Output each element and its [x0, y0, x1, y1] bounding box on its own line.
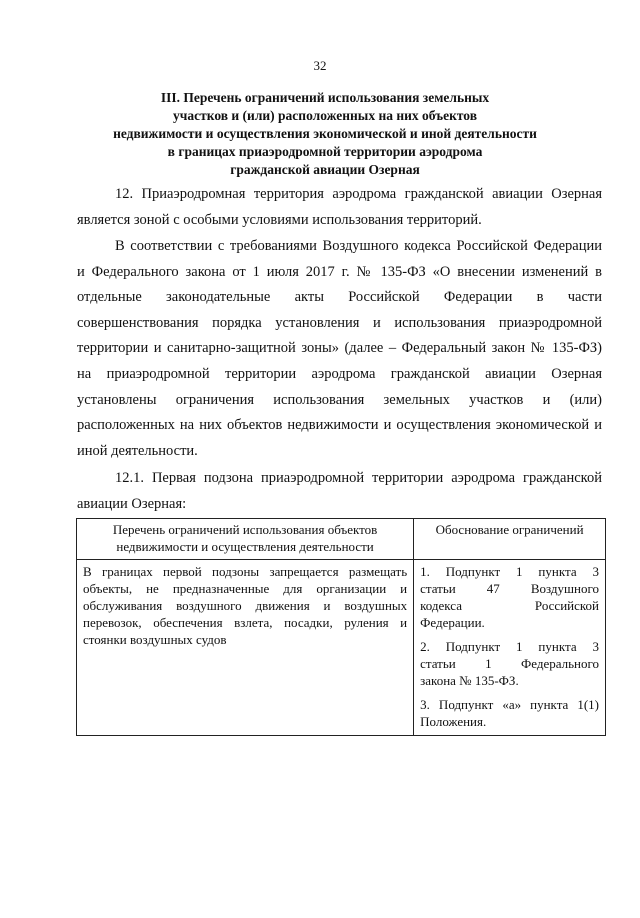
cell-line: кодекса Российской	[420, 598, 599, 613]
header-basis: Обоснование ограничений	[414, 519, 606, 560]
header-line: недвижимости и осуществления деятельности	[116, 538, 374, 554]
cell-line: 1. Подпункт 1 пункта 3	[420, 564, 599, 579]
text-line: установлены ограничения использования земельных участков и (или)	[77, 391, 602, 408]
table-header-row	[77, 519, 606, 560]
text-line: является зоной с особыми условиями использования территорий.	[77, 211, 482, 228]
text-line: 12. Приаэродромная территория аэродрома гражданской авиации Озерная	[115, 186, 602, 202]
header-line: Перечень ограничений использования объектов	[112, 522, 378, 537]
cell-line: закона № 135-ФЗ.	[420, 673, 519, 688]
title-line: участков и (или) расположенных на них объектов	[172, 108, 478, 123]
cell-line: Положения.	[420, 714, 487, 729]
paragraph-12	[77, 182, 602, 233]
text-line: совершенствования порядка установления и использования приаэродромной	[77, 314, 602, 331]
basis-item-2	[420, 638, 599, 689]
cell-line: обслуживания воздушного движения и воздушных	[83, 598, 408, 613]
text-line: отдельные законодательные акты Российской Федерации в части	[77, 289, 602, 306]
title-line: III. Перечень ограничений использования земельных	[160, 90, 490, 105]
cell-line: 3. Подпункт «а» пункта 1(1)	[420, 697, 599, 712]
cell-line: перевозок, обеспечения взлета, посадки, руления и	[83, 615, 408, 630]
paragraph-12-1	[77, 466, 602, 517]
paragraph-law	[77, 234, 602, 464]
cell-line: статьи 1 Федерального	[420, 656, 599, 671]
title-line: в границах приаэродромной территории аэродрома	[167, 144, 483, 159]
table-row	[77, 560, 606, 736]
cell-line: В границах первой подзоны запрещается размещать	[83, 564, 408, 579]
title-line: гражданской авиации Озерная	[230, 162, 420, 177]
cell-line: Федерации.	[420, 615, 485, 630]
text-line: расположенных на них объектов недвижимости и осуществления экономической и	[77, 417, 602, 434]
text-line: авиации Озерная:	[77, 495, 187, 512]
title-line: недвижимости и осуществления экономической и иной деятельности	[113, 126, 537, 141]
text-line: и Федерального закона от 1 июля 2017 г. № 135-ФЗ «О внесении изменений в	[77, 263, 602, 280]
cell-line: стоянки воздушных судов	[83, 632, 227, 647]
basis-item-1	[420, 563, 599, 631]
basis-cell	[414, 560, 606, 736]
text-line: иной деятельности.	[77, 442, 198, 459]
text-line: 12.1. Первая подзона приаэродромной территории аэродрома гражданской	[115, 470, 602, 486]
cell-line: статьи 47 Воздушного	[420, 581, 599, 596]
text-line: В соответствии с требованиями Воздушного кодекса Российской Федерации	[115, 238, 602, 254]
restriction-cell	[77, 560, 414, 736]
page-number: 32	[313, 58, 327, 73]
cell-line: объекты, не предназначенные для организации и	[83, 581, 408, 596]
restrictions-table	[76, 518, 606, 736]
cell-line: 2. Подпункт 1 пункта 3	[420, 639, 599, 654]
basis-item-3	[420, 696, 599, 730]
text-line: на приаэродромной территории аэродрома гражданской авиации Озерная	[77, 365, 602, 382]
header-restrictions	[77, 519, 414, 560]
section-title	[60, 89, 590, 179]
text-line: территории и санитарно-защитной зоны» (далее – Федеральный закон № 135-ФЗ)	[77, 340, 602, 357]
